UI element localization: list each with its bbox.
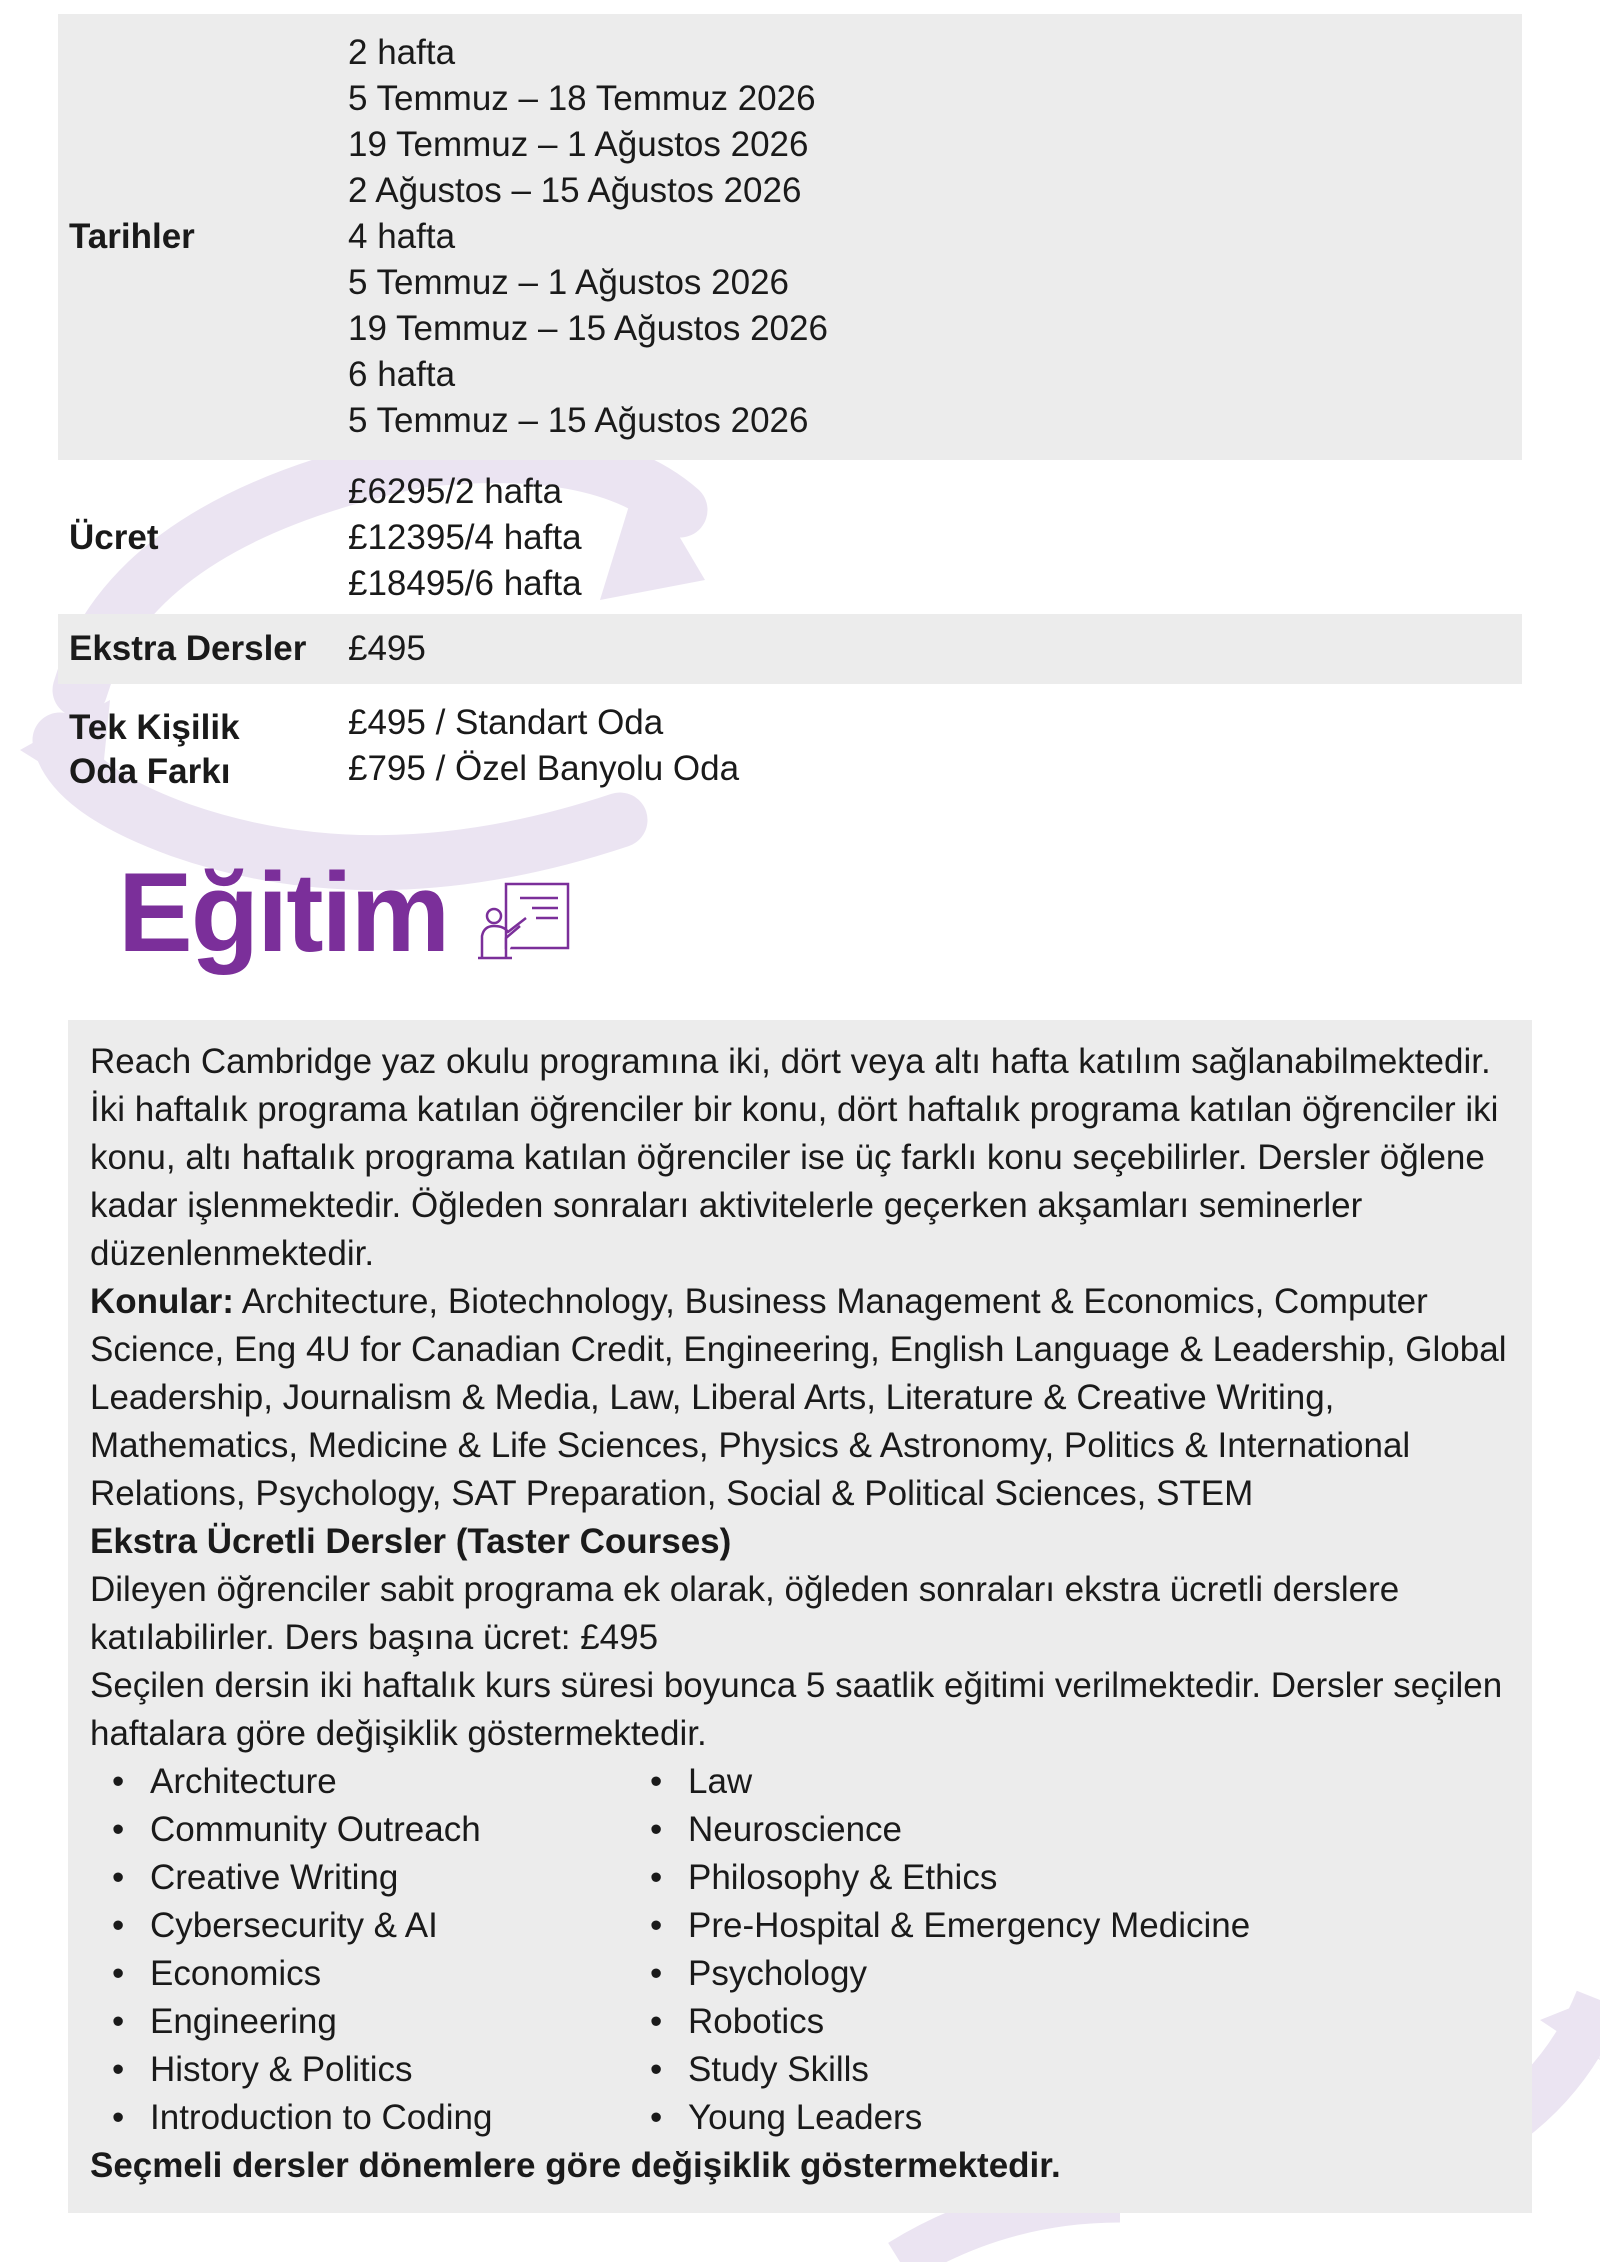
list-item: • Neuroscience (628, 1806, 1250, 1854)
list-item: • Robotics (628, 1998, 1250, 2046)
section-title: Eğitim (118, 850, 449, 975)
topics-paragraph (90, 1278, 1510, 1518)
taster-heading: Ekstra Ücretli Dersler (Taster Courses) (90, 1522, 732, 1561)
taster-paragraph-2: Seçilen dersin iki haftalık kurs süresi boyunca 5 saatlik eğitimi verilmektedir. Dersler seçilen haftalara göre değişiklik göstermektedir. (90, 1666, 1503, 1753)
fee-values (348, 469, 1522, 607)
list-item: • Young Leaders (628, 2094, 1250, 2142)
list-item: • Engineering (90, 1998, 628, 2046)
education-content-box (68, 1020, 1532, 2213)
topics-list: Architecture, Biotechnology, Business Management & Economics, Computer Science, Eng 4U for Canadian Credit, Engineering, English Language & Leadership, Global Leadership, Journalism & Media, Law, Liberal Arts, Literature & Creative Writing, Mathematics, Medicine & Life Sciences, Physics & Astronomy, Politics & International Relations, Psychology, SAT Preparation, Social & Political Sciences, STEM (90, 1282, 1507, 1513)
list-item: • Community Outreach (90, 1806, 628, 1854)
date-line: 6 hafta (348, 355, 456, 394)
list-item: • Creative Writing (90, 1854, 628, 1902)
teacher-whiteboard-icon (476, 880, 572, 960)
date-line: 5 Temmuz – 1 Ağustos 2026 (348, 263, 790, 302)
extra-courses-value: £495 (348, 629, 426, 668)
date-line: 19 Temmuz – 15 Ağustos 2026 (348, 309, 828, 348)
extra-courses-label: Ekstra Dersler (69, 629, 307, 668)
single-room-line: £795 / Özel Banyolu Oda (348, 749, 740, 788)
list-item: • Psychology (628, 1950, 1250, 1998)
dates-row (58, 14, 1522, 460)
date-line: 4 hafta (348, 217, 456, 256)
intro-paragraph: Reach Cambridge yaz okulu programına iki, dört veya altı hafta katılım sağlanabilmektedir. İki haftalık programa katılan öğrenciler bir konu, dört haftalık programa katılan öğrenciler iki konu, altı haftalık programa katılan öğrenciler ise üç farklı konu seçebilirler. Dersler öğlene kadar işlenmektedir. Öğleden sonraları aktivitelerle geçerken akşamları seminerler düzenlenmektedir. (90, 1042, 1499, 1273)
list-item: • Introduction to Coding (90, 2094, 628, 2142)
course-list-left (90, 1758, 628, 2142)
single-room-line: £495 / Standart Oda (348, 703, 664, 742)
education-section-header (118, 848, 572, 978)
list-item: • Pre-Hospital & Emergency Medicine (628, 1902, 1250, 1950)
program-info-table (58, 14, 1522, 796)
date-line: 5 Temmuz – 18 Temmuz 2026 (348, 79, 816, 118)
date-line: 2 Ağustos – 15 Ağustos 2026 (348, 171, 802, 210)
list-item: • Cybersecurity & AI (90, 1902, 628, 1950)
single-room-values (348, 700, 1522, 792)
footer-note: Seçmeli dersler dönemlere göre değişiklik göstermektedir. (90, 2146, 1061, 2185)
fee-label: Ücret (69, 518, 159, 557)
list-item: • Study Skills (628, 2046, 1250, 2094)
single-room-label (58, 700, 348, 794)
single-room-label-line: Oda Farkı (69, 752, 231, 791)
taster-paragraph: Dileyen öğrenciler sabit programa ek olarak, öğleden sonraları ekstra ücretli derslere katılabilirler. Ders başına ücret: £495 (90, 1570, 1400, 1657)
fee-line: £18495/6 hafta (348, 564, 582, 603)
topics-label: Konular: (90, 1282, 234, 1321)
date-line: 19 Temmuz – 1 Ağustos 2026 (348, 125, 809, 164)
list-item: • Economics (90, 1950, 628, 1998)
taster-course-list (90, 1758, 1510, 2142)
fee-line: £6295/2 hafta (348, 472, 563, 511)
course-list-right (628, 1758, 1250, 2142)
list-item: • History & Politics (90, 2046, 628, 2094)
fee-line: £12395/4 hafta (348, 518, 582, 557)
fee-row (58, 460, 1522, 606)
single-room-row (58, 690, 1522, 796)
single-room-label-line: Tek Kişilik (69, 708, 240, 747)
dates-label: Tarihler (69, 217, 195, 256)
date-line: 5 Temmuz – 15 Ağustos 2026 (348, 401, 809, 440)
list-item: • Philosophy & Ethics (628, 1854, 1250, 1902)
date-line: 2 hafta (348, 33, 456, 72)
dates-values (348, 30, 1522, 444)
list-item: • Law (628, 1758, 1250, 1806)
list-item: • Architecture (90, 1758, 628, 1806)
extra-courses-row (58, 614, 1522, 684)
